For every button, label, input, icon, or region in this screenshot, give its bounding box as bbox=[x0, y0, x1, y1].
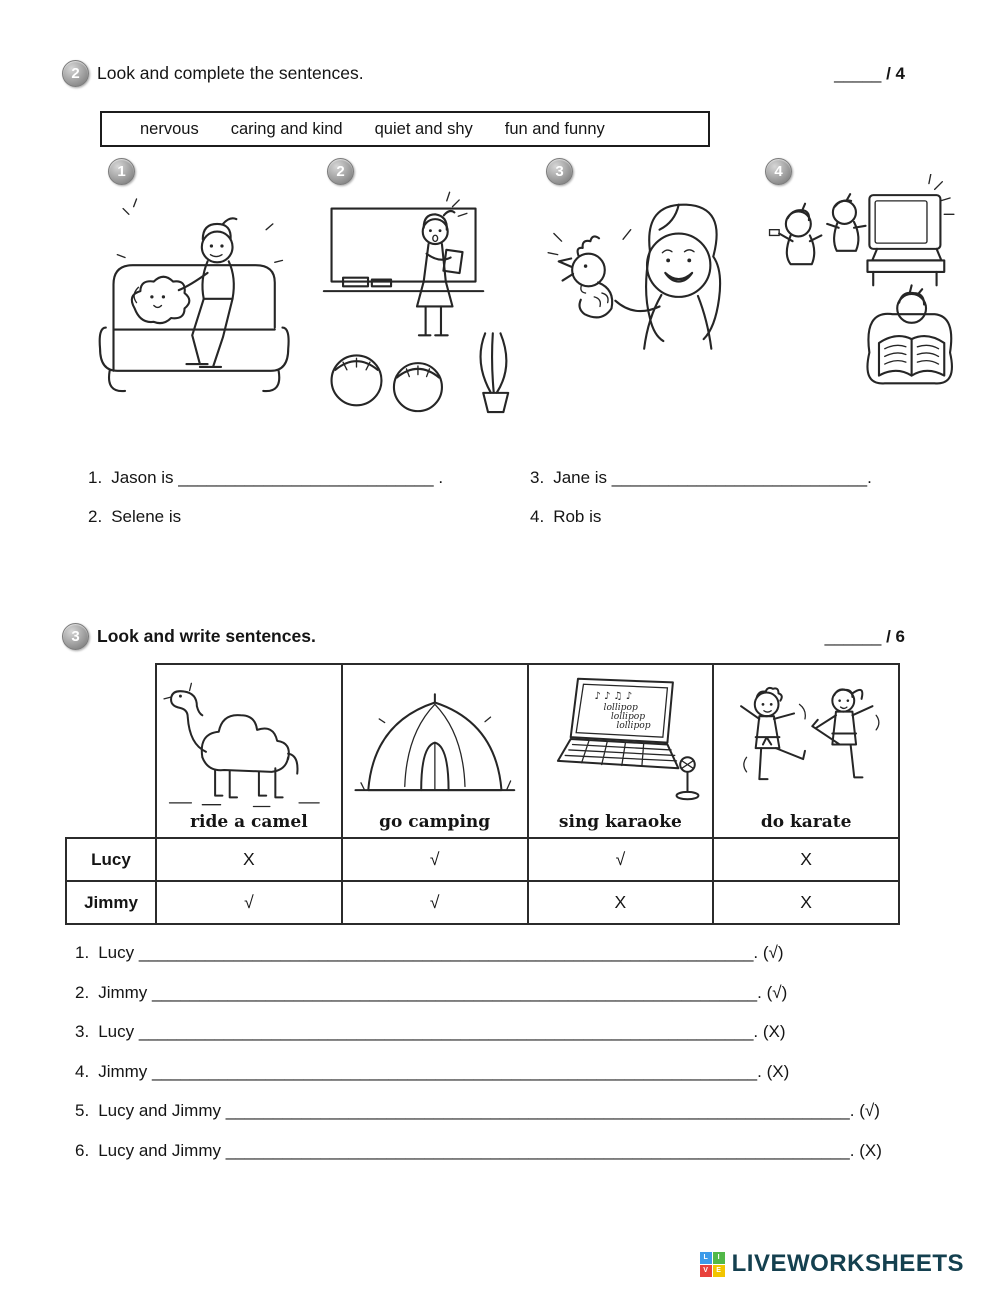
exercise-3-number-badge: 3 bbox=[62, 623, 89, 650]
sentence-subject: Jimmy bbox=[98, 982, 148, 1002]
sentence-line bbox=[530, 463, 900, 502]
row-name: Lucy bbox=[66, 838, 156, 881]
sentence-number: 1. bbox=[88, 468, 103, 487]
sentence-number: 1. bbox=[75, 943, 90, 962]
activity-image-row bbox=[66, 664, 899, 838]
sentence-line bbox=[75, 933, 965, 973]
karaoke-laptop-illustration bbox=[529, 666, 713, 812]
tent-illustration bbox=[343, 666, 527, 812]
word-bank-item: quiet and shy bbox=[374, 119, 473, 138]
exercise-2-header bbox=[62, 60, 905, 87]
answer-blank[interactable]: _________________________________________________________________ bbox=[138, 1022, 754, 1041]
picture-2-number-badge: 2 bbox=[327, 158, 354, 185]
exercise-2-title: Look and complete the sentences. bbox=[97, 63, 364, 83]
score-total: / 4 bbox=[886, 63, 905, 83]
exercise-3-title: Look and write sentences. bbox=[97, 626, 316, 646]
sentence-subject: Jane is bbox=[553, 468, 608, 487]
sentence-number: 4. bbox=[530, 507, 545, 526]
music-notes: ♪ ♪ ♫ ♪ bbox=[593, 690, 632, 702]
activity-caption: do karate bbox=[760, 812, 852, 832]
karaoke-screen-line: lollipop bbox=[603, 702, 638, 713]
sentence-subject: Rob is bbox=[553, 507, 602, 526]
sentence-line bbox=[88, 463, 530, 502]
sentence-end: . (X) bbox=[757, 1061, 790, 1081]
camel-illustration bbox=[157, 666, 341, 812]
karate-kids-illustration bbox=[714, 666, 898, 812]
exercise-2-pictures bbox=[92, 150, 960, 420]
answer-blank[interactable]: ________________________________________________________________ bbox=[152, 982, 758, 1002]
exercise-2-number-badge: 2 bbox=[62, 60, 89, 87]
word-bank-item: caring and kind bbox=[230, 119, 343, 138]
sentence-number: 5. bbox=[75, 1101, 90, 1120]
sentence-subject: Jason is bbox=[111, 468, 174, 487]
sentence-end: . (√) bbox=[849, 1101, 880, 1120]
mark-cell: √ bbox=[342, 881, 528, 924]
sentence-subject: Jimmy bbox=[98, 1061, 148, 1081]
karaoke-screen-line: lollipop bbox=[610, 711, 645, 722]
sentence-end: . (X) bbox=[849, 1140, 882, 1160]
exercise-3-header bbox=[62, 623, 905, 650]
sentence-end: . bbox=[438, 468, 444, 487]
activity-caption: go camping bbox=[379, 812, 491, 832]
sentence-line bbox=[530, 502, 900, 541]
mark-cell: √ bbox=[156, 881, 342, 924]
activity-table bbox=[65, 663, 900, 925]
mark-cell: X bbox=[156, 838, 342, 881]
activity-caption: ride a camel bbox=[190, 812, 308, 832]
woman-rooster-puppet-illustration bbox=[530, 174, 741, 414]
sentence-line bbox=[75, 1131, 965, 1171]
karaoke-screen-line: lollipop bbox=[615, 721, 651, 732]
exercise-2-score bbox=[834, 64, 905, 84]
score-blank: _____ bbox=[834, 63, 882, 83]
word-bank-item: nervous bbox=[140, 119, 199, 138]
sentence-subject: Selene is bbox=[111, 507, 182, 526]
sofa-dog-illustration bbox=[92, 174, 303, 414]
kids-tv-reading-illustration bbox=[749, 174, 960, 414]
sentence-number: 4. bbox=[75, 1061, 90, 1081]
score-blank: ______ bbox=[824, 626, 882, 646]
picture-1-number-badge: 1 bbox=[108, 158, 135, 185]
sentence-line bbox=[88, 502, 530, 541]
sentence-number: 6. bbox=[75, 1140, 90, 1160]
sentence-subject: Lucy bbox=[98, 943, 135, 962]
sentence-line bbox=[75, 1012, 965, 1052]
footer bbox=[700, 1250, 964, 1278]
picture-4 bbox=[749, 150, 960, 420]
table-row-jimmy bbox=[66, 881, 899, 924]
score-total: / 6 bbox=[886, 626, 905, 646]
word-bank bbox=[100, 111, 710, 147]
word-bank-item: fun and funny bbox=[504, 119, 605, 138]
sentence-subject: Lucy and Jimmy bbox=[98, 1101, 222, 1120]
exercise-3-score bbox=[825, 627, 905, 647]
activity-cell-do-karate bbox=[713, 664, 899, 838]
sentence-number: 3. bbox=[530, 468, 545, 487]
logo-square: V bbox=[700, 1265, 712, 1277]
picture-3 bbox=[530, 150, 741, 420]
sentence-number: 3. bbox=[75, 1022, 90, 1041]
mark-cell: X bbox=[528, 881, 714, 924]
logo-square: L bbox=[700, 1252, 712, 1264]
sentence-end: . bbox=[867, 468, 872, 487]
exercise-3-sentences bbox=[75, 933, 965, 1170]
sentence-line bbox=[75, 1091, 965, 1131]
picture-3-number-badge: 3 bbox=[546, 158, 573, 185]
sentence-end: . (√) bbox=[757, 982, 788, 1002]
picture-2 bbox=[311, 150, 522, 420]
answer-blank[interactable]: ________________________________________________________________ bbox=[152, 1061, 758, 1081]
row-name: Jimmy bbox=[66, 881, 156, 924]
sentence-number: 2. bbox=[75, 982, 90, 1002]
brand-name[interactable]: LIVEWORKSHEETS bbox=[731, 1250, 964, 1277]
mark-cell: √ bbox=[342, 838, 528, 881]
table-row-lucy bbox=[66, 838, 899, 881]
mark-cell: X bbox=[713, 881, 899, 924]
logo-square: I bbox=[713, 1252, 725, 1264]
sentence-end: . (√) bbox=[753, 943, 784, 962]
answer-blank[interactable]: _________________________________________________________________ bbox=[138, 943, 754, 962]
activity-cell-go-camping bbox=[342, 664, 528, 838]
answer-blank[interactable]: __________________________________________________________________ bbox=[225, 1140, 850, 1160]
activity-cell-ride-a-camel bbox=[156, 664, 342, 838]
picture-1 bbox=[92, 150, 303, 420]
sentence-line bbox=[75, 973, 965, 1013]
sentence-subject: Lucy and Jimmy bbox=[98, 1140, 222, 1160]
mark-cell: X bbox=[713, 838, 899, 881]
classroom-presentation-illustration bbox=[311, 174, 522, 414]
sentence-end: . (X) bbox=[753, 1022, 786, 1041]
sentence-number: 2. bbox=[88, 507, 103, 526]
answer-blank[interactable]: ___________________________ bbox=[611, 468, 868, 487]
answer-blank[interactable]: ___________________________ bbox=[178, 468, 434, 487]
table-empty-cell bbox=[66, 664, 156, 838]
activity-caption: sing karaoke bbox=[558, 812, 682, 832]
sentence-subject: Lucy bbox=[98, 1022, 135, 1041]
sentence-line bbox=[75, 1052, 965, 1092]
logo-square: E bbox=[713, 1265, 725, 1277]
picture-4-number-badge: 4 bbox=[765, 158, 792, 185]
mark-cell: √ bbox=[528, 838, 714, 881]
activity-cell-sing-karaoke bbox=[528, 664, 714, 838]
exercise-2-sentences bbox=[88, 463, 900, 541]
answer-blank[interactable]: __________________________________________________________________ bbox=[225, 1101, 850, 1120]
liveworksheets-logo-icon[interactable] bbox=[700, 1252, 725, 1277]
